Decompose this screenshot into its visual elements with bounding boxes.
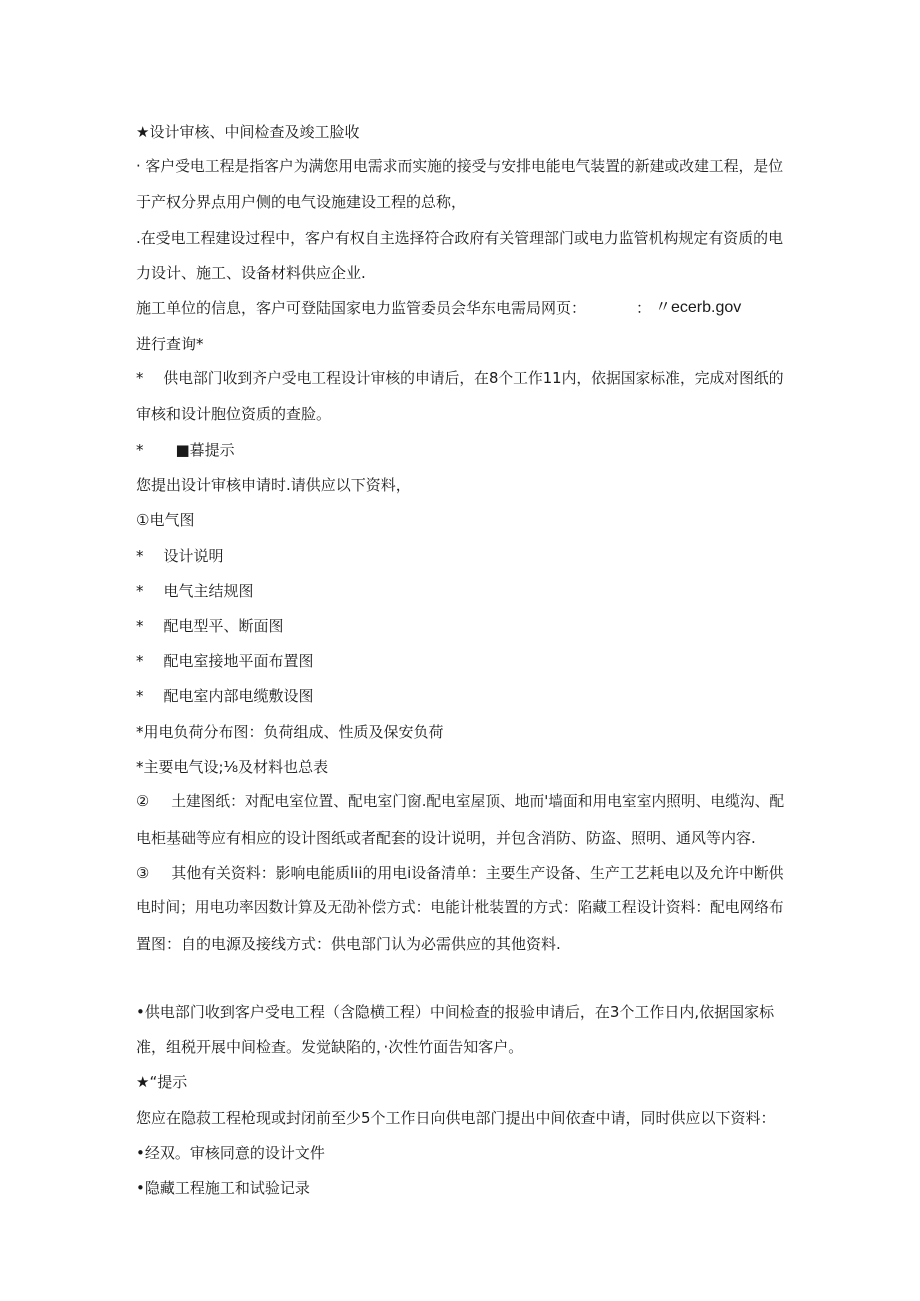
bullet: * [136, 547, 144, 565]
subitem-text: 配电室接地平面布置图 [163, 652, 314, 670]
bullet: * [136, 652, 144, 670]
intro-text: 您提出设计审核申请时.请供应以下资料， [136, 476, 411, 494]
para1-line2: 于产权分界点用户侧的电气设施建设工程的总称， [136, 193, 467, 211]
tip2: ★“提示 [136, 1073, 188, 1091]
subitem-text: 设计说明 [163, 547, 224, 565]
bullet: * [136, 617, 144, 635]
item3-num: ③ [136, 864, 150, 882]
load-distribution: *用电负荷分布图：负荷组成、性质及保安负荷 [136, 723, 444, 741]
tip1-label: ■暮提示 [175, 441, 235, 459]
item3-line2: 电时间；用电功率因数计算及无劭补偿方式：电能计枇装置的方式：陷藏工程设计资料：配电网络布 [136, 899, 784, 916]
para2-line2: 力设计、施工、设备材料供应企业. [136, 264, 366, 282]
section-heading: ★设计审核、中间检查及竣工脸收 [136, 123, 360, 141]
para6: 您应在隐菽工程枪现或封闭前至少5个工作日向供电部门提出中间依查中请，同时供应以下资料： [136, 1109, 776, 1127]
subitem [136, 546, 224, 566]
item1-heading: ①电气图 [136, 511, 195, 529]
bullet: * [136, 582, 144, 600]
item2-num: ② [136, 793, 150, 810]
item3-line3: 置图：自的电源及接线方式：供电部门认为必需供应的其他资料. [136, 935, 561, 953]
item2-line2: 电柜基础等应有相应的设计图纸或者配套的设计说明，并包含消防、防盗、照明、通风等内容. [136, 829, 756, 847]
url-link[interactable]: 〃ecerb.gov [655, 299, 742, 316]
equipment-list: *主要电气设;⅛及材料也总表 [136, 758, 329, 776]
url-colon: ： [636, 299, 652, 317]
bullet: * [136, 687, 144, 705]
para4-line2: 审核和设计胞位资质的查脸。 [136, 405, 332, 423]
subitem [136, 686, 314, 706]
item2-line1-text: 土建图纸：对配电室位置、配电室门窗.配电室屋顶、地而'墙面和用电室室内照明、电缆沟、配 [171, 793, 785, 810]
subitem-text: 配电室内部电缆敷设图 [163, 687, 314, 705]
item3-line1-text: 其他有关资料：影响电能质lii的用电i设备清单：主要生产设备、生产工艺耗电以及允许中断供 [171, 864, 784, 882]
para3-line1: 施工单位的信息，客户可登陆国家电力监管委员会华东电需局网页： [136, 299, 587, 317]
bullet: * [136, 441, 144, 459]
para4-line1 [136, 369, 784, 389]
para5-line2: 准，组税开展中间检查。发觉缺陷的，·次性竹面告知客户。 [136, 1038, 524, 1056]
subitem [136, 651, 314, 671]
bullet-item: •隐藏工程施工和试验记录 [136, 1179, 310, 1197]
tip1 [136, 440, 235, 460]
bullet: * [136, 370, 144, 387]
para3-line2: 进行查询* [136, 335, 204, 353]
subitem-text: 配电型平、断面图 [163, 617, 284, 635]
subitem [136, 581, 254, 601]
para5-line1: •供电部门收到客户受电工程（含隐横工程）中间检查的报验申请后，在3个工作日内,依据国家标 [136, 1003, 775, 1021]
para2-line1: .在受电工程建设过程中，客户有权自主选择符合政府有关管理部门或电力监管机构规定有资质的电 [136, 229, 784, 247]
item3-line1 [136, 863, 784, 883]
para4-line1-text: 供电部门收到齐户受电工程设计审核的申请后，在8个工作11内，依据国家标准，完成对图纸的 [163, 370, 784, 387]
item2-line1 [136, 792, 784, 812]
bullet-item: •经双。审核同意的设计文件 [136, 1144, 325, 1162]
subitem [136, 616, 284, 636]
subitem-text: 电气主结规图 [163, 582, 254, 600]
para1-line1: · 客户受电工程是指客户为满您用电需求而实施的接受与安排电能电气装置的新建或改建工程，是位 [136, 158, 784, 175]
